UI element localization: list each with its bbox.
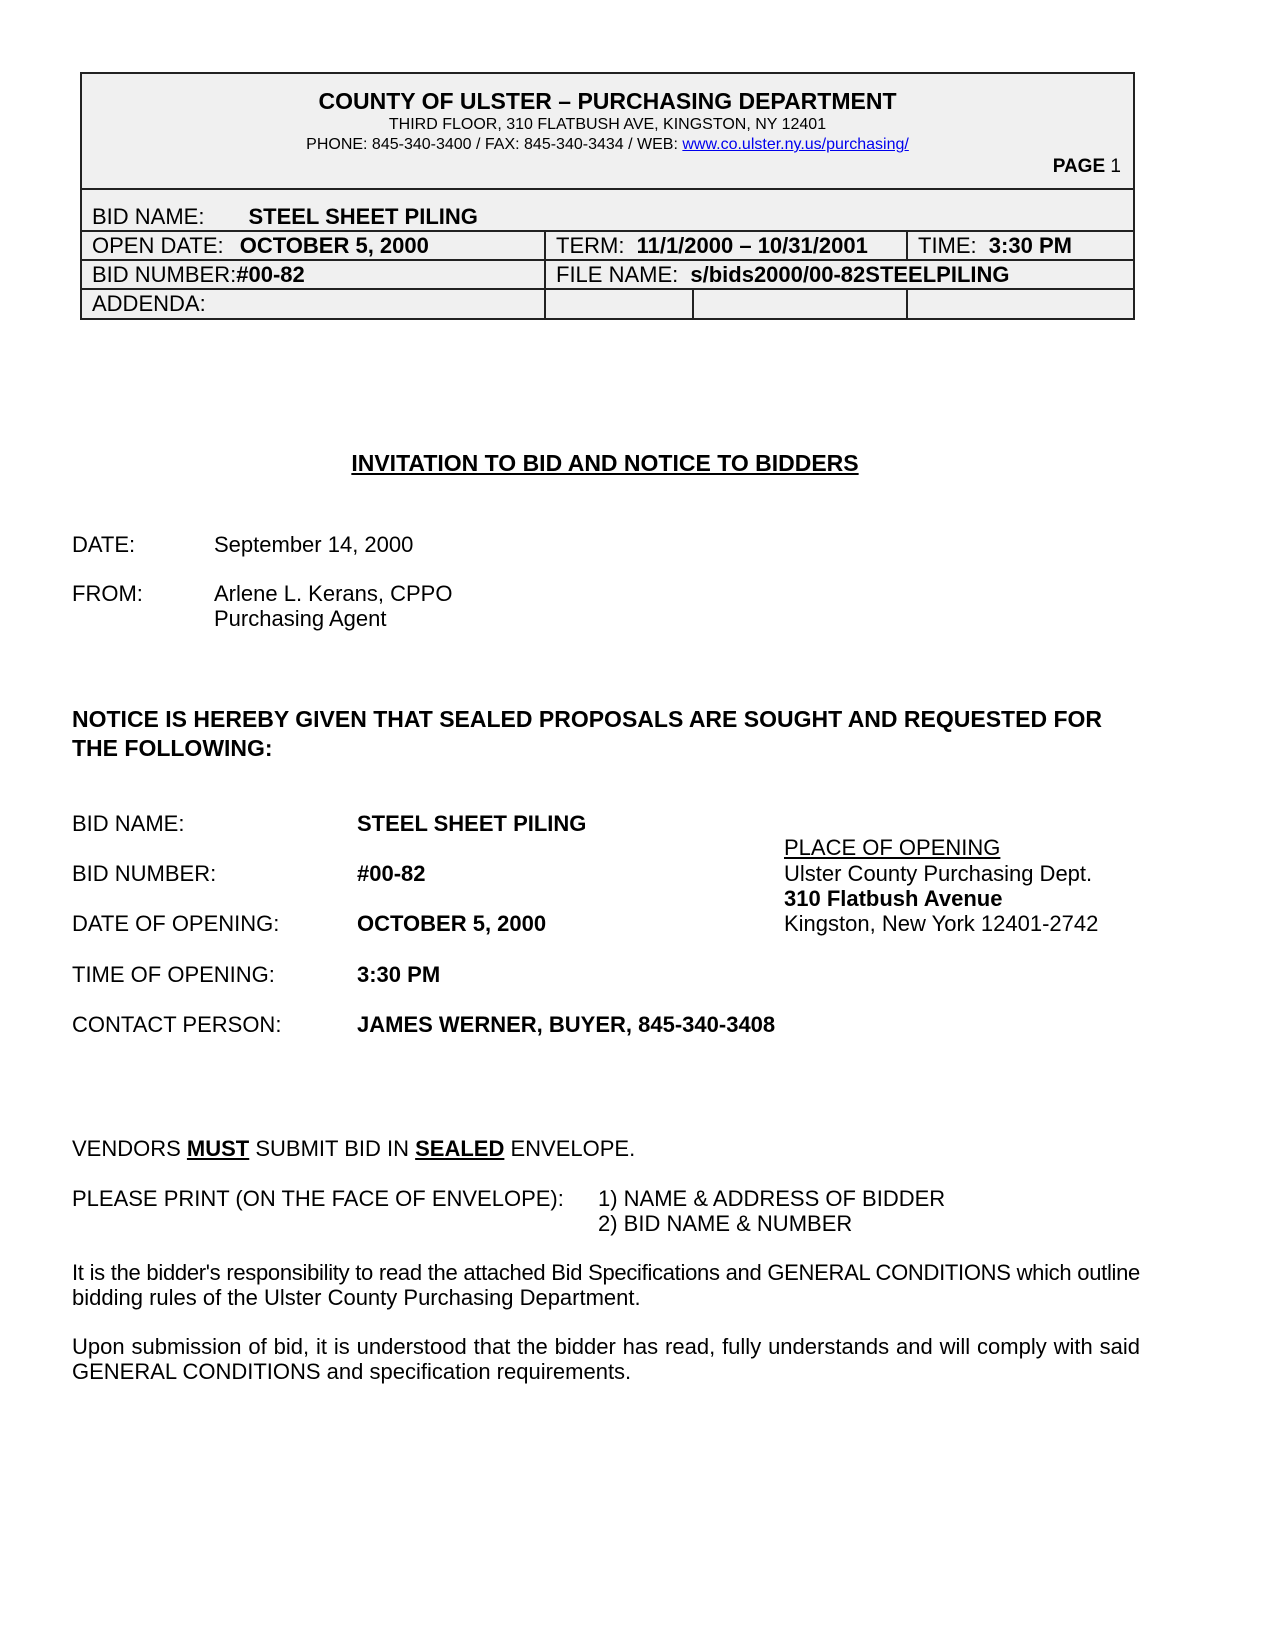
- bid-name-value: STEEL SHEET PILING: [248, 204, 478, 229]
- file-name-value: s/bids2000/00-82STEELPILING: [690, 262, 1010, 287]
- field-value: #00-82: [357, 861, 426, 886]
- page-indicator: [1053, 156, 1121, 178]
- field-label: BID NAME:: [72, 811, 185, 836]
- print-item: 1) NAME & ADDRESS OF BIDDER: [598, 1186, 946, 1211]
- time-value: 3:30 PM: [988, 233, 1072, 258]
- paragraph-2-line-2: GENERAL CONDITIONS and specification requirements.: [72, 1359, 632, 1384]
- bid-name-row: [92, 204, 478, 230]
- contact-info: PHONE: 845-340-3400 / FAX: 845-340-3434 / WEB:: [306, 136, 678, 153]
- bid-number-value: #00-82: [236, 262, 305, 287]
- page-number: 1: [1110, 156, 1121, 177]
- place-line: Ulster County Purchasing Dept.: [784, 861, 1093, 886]
- field-label: BID NUMBER:: [72, 861, 217, 886]
- paragraph-1-line-1: It is the bidder's responsibility to read the attached Bid Specifications and GENERAL CONDITIONS which outline: [72, 1260, 1140, 1285]
- field-label: TIME OF OPENING:: [72, 962, 275, 987]
- vendors-notice: VENDORS MUST SUBMIT BID IN SEALED ENVELOPE.: [72, 1136, 636, 1161]
- file-name-label: FILE NAME:: [556, 262, 679, 287]
- date-label: DATE:: [72, 532, 136, 557]
- notice-line-1: NOTICE IS HEREBY GIVEN THAT SEALED PROPOSALS ARE SOUGHT AND REQUESTED FOR: [72, 706, 1102, 732]
- addenda-label: ADDENDA:: [92, 291, 206, 316]
- document-title: INVITATION TO BID AND NOTICE TO BIDDERS: [351, 450, 859, 476]
- print-label: PLEASE PRINT (ON THE FACE OF ENVELOPE):: [72, 1186, 564, 1211]
- page-label: PAGE: [1052, 156, 1106, 177]
- bid-name-label: BID NAME:: [92, 204, 205, 229]
- from-label: FROM:: [72, 581, 143, 606]
- web-link[interactable]: www.co.ulster.ny.us/purchasing/: [682, 136, 909, 153]
- place-heading: PLACE OF OPENING: [784, 835, 1001, 860]
- place-line: Kingston, New York 12401-2742: [784, 911, 1099, 936]
- time-label: TIME:: [918, 233, 977, 258]
- header-box: [80, 72, 1135, 320]
- field-value: JAMES WERNER, BUYER, 845-340-3408: [357, 1012, 776, 1037]
- open-date-label: OPEN DATE:: [92, 233, 224, 258]
- place-line: 310 Flatbush Avenue: [784, 886, 1003, 911]
- address: THIRD FLOOR, 310 FLATBUSH AVE, KINGSTON, NY 12401: [388, 116, 827, 133]
- paragraph-1-line-2: bidding rules of the Ulster County Purchasing Department.: [72, 1285, 641, 1310]
- date-value: September 14, 2000: [214, 532, 414, 557]
- term-label: TERM:: [556, 233, 625, 258]
- print-item: 2) BID NAME & NUMBER: [598, 1211, 853, 1236]
- field-label: DATE OF OPENING:: [72, 911, 280, 936]
- bid-number-label: BID NUMBER:: [92, 262, 237, 287]
- from-title: Purchasing Agent: [214, 606, 387, 631]
- notice-line-2: THE FOLLOWING:: [72, 735, 273, 761]
- field-label: CONTACT PERSON:: [72, 1012, 282, 1037]
- department-title: COUNTY OF ULSTER – PURCHASING DEPARTMENT: [318, 88, 897, 114]
- from-name: Arlene L. Kerans, CPPO: [214, 581, 453, 606]
- paragraph-2-line-1: Upon submission of bid, it is understood that the bidder has read, fully understands and will comply with said: [72, 1334, 1140, 1359]
- field-value: OCTOBER 5, 2000: [357, 911, 547, 936]
- contact-line: [82, 136, 1133, 154]
- field-value: STEEL SHEET PILING: [357, 811, 587, 836]
- term-value: 11/1/2000 – 10/31/2001: [636, 233, 868, 258]
- field-value: 3:30 PM: [357, 962, 441, 987]
- open-date-value: OCTOBER 5, 2000: [239, 233, 429, 258]
